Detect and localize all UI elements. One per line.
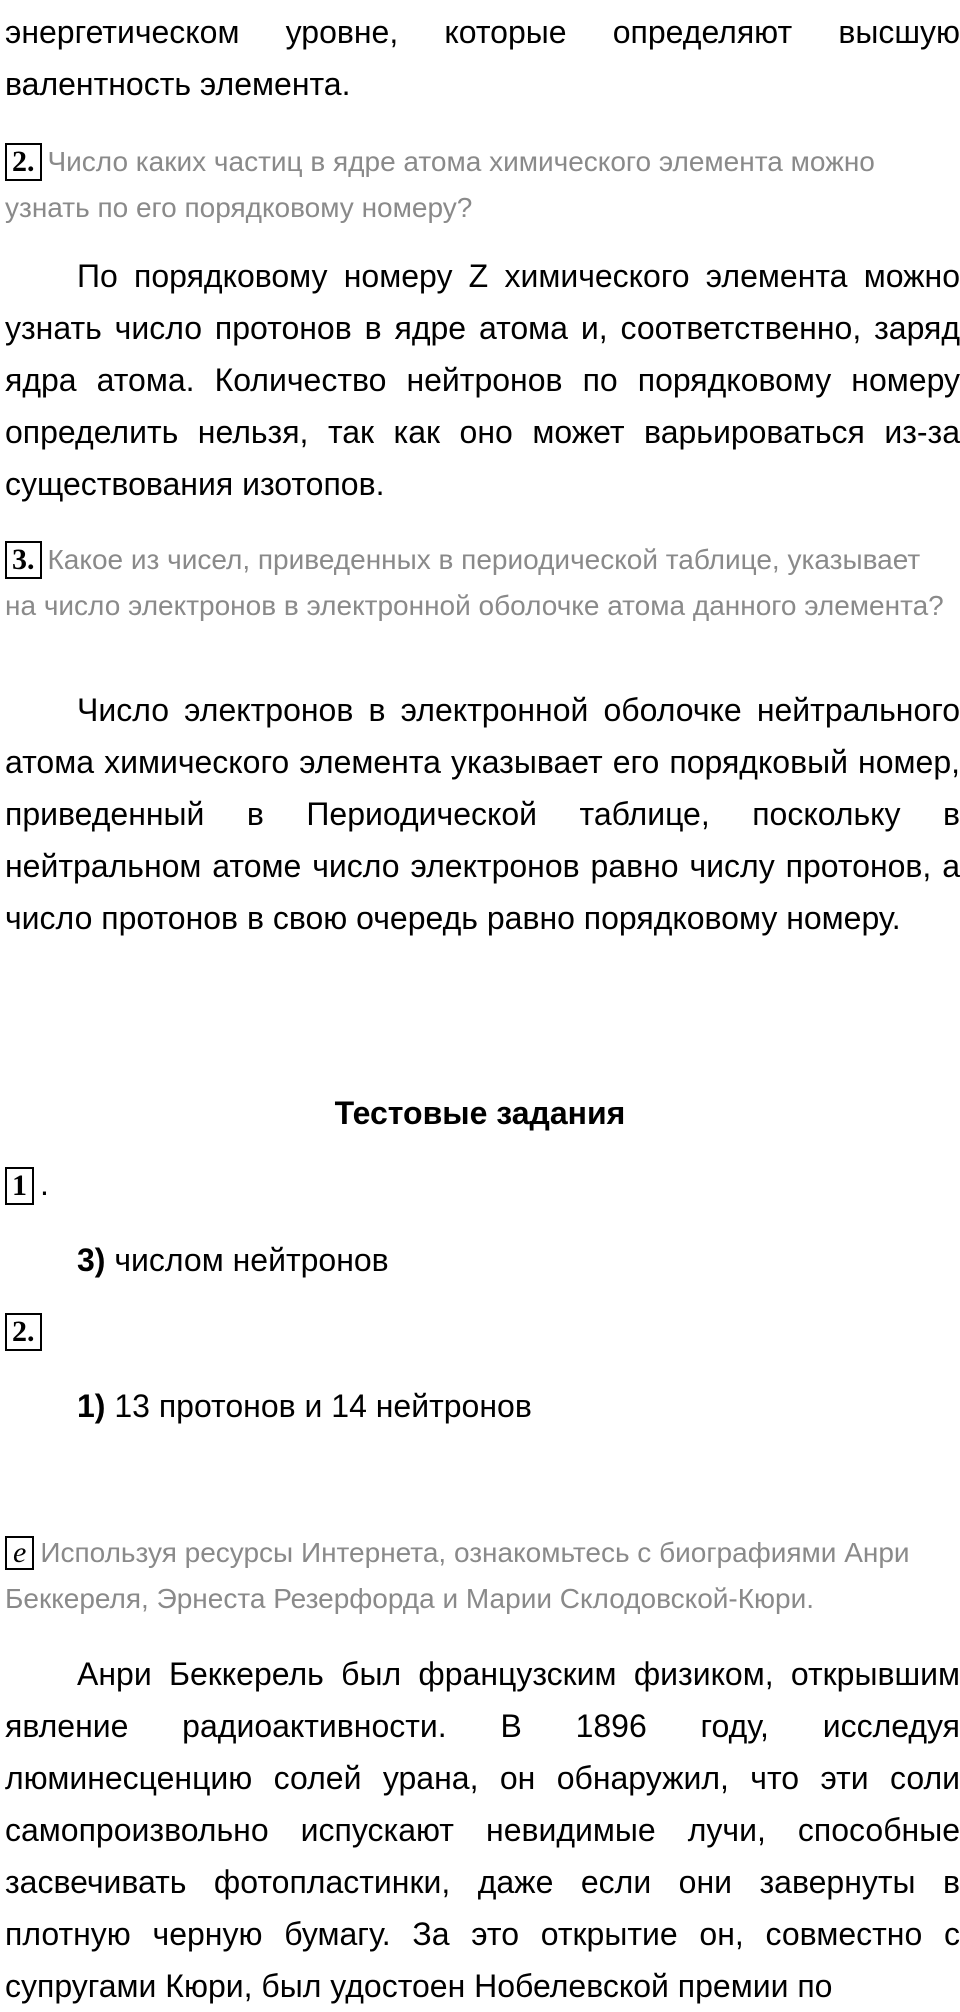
question-2-text: Число каких частиц в ядре атома химического элемента можно узнать по его порядковому номеру? — [5, 146, 875, 223]
test-1-number-box: 1 — [5, 1167, 34, 1205]
question-3 — [5, 537, 955, 629]
test-1-number-dot: . — [40, 1166, 49, 1202]
test-2-answer — [77, 1384, 532, 1428]
question-3-text: Какое из чисел, приведенных в периодической таблице, указывает на число электронов в электронной оболочке атома данного элемента? — [5, 544, 944, 621]
test-2-number — [5, 1313, 48, 1351]
test-1-answer — [77, 1238, 389, 1282]
test-2-option: 1) — [77, 1388, 106, 1424]
intro-paragraph-tail: энергетическом уровне, которые определяют высшую валентность элемента. — [5, 14, 960, 102]
test-1-answer-text: числом нейтронов — [114, 1242, 389, 1278]
question-2 — [5, 139, 955, 231]
answer-3-paragraph: Число электронов в электронной оболочке нейтрального атома химического элемента указывает его порядковый номер, приведенный в Периодической таблице, поскольку в нейтральном атоме число электронов равно числу протонов, а число протонов в свою очередь равно порядковому номеру. — [5, 692, 960, 936]
test-1-number — [5, 1166, 49, 1205]
internet-task — [5, 1530, 955, 1622]
test-2-number-box: 2. — [5, 1313, 42, 1351]
question-3-number-box: 3. — [5, 541, 42, 579]
test-section-heading: Тестовые задания — [334, 1095, 626, 1131]
internet-task-text: Используя ресурсы Интернета, ознакомьтесь с биографиями Анри Беккереля, Эрнеста Резерфорда и Марии Склодовской-Кюри. — [5, 1537, 910, 1614]
internet-task-answer-paragraph: Анри Беккерель был французским физиком, открывшим явление радиоактивности. В 1896 году, исследуя люминесценцию солей урана, он обнаружил, что эти соли самопроизвольно испускают невидимые лучи, способные засвечивать фотопластинки, даже если они завернуты в плотную черную бумагу. За это открытие он, совместно с супругами Кюри, был удостоен Нобелевской премии по — [5, 1656, 960, 2004]
internet-task-icon: e — [5, 1536, 34, 1570]
test-1-option: 3) — [77, 1242, 106, 1278]
question-2-number-box: 2. — [5, 143, 42, 181]
test-2-answer-text: 13 протонов и 14 нейтронов — [114, 1388, 532, 1424]
answer-2-paragraph: По порядковому номеру Z химического элемента можно узнать число протонов в ядре атома и, соответственно, заряд ядра атома. Количество нейтронов по порядковому номеру определить нельзя, так как оно может варьироваться из-за существования изотопов. — [5, 258, 960, 502]
